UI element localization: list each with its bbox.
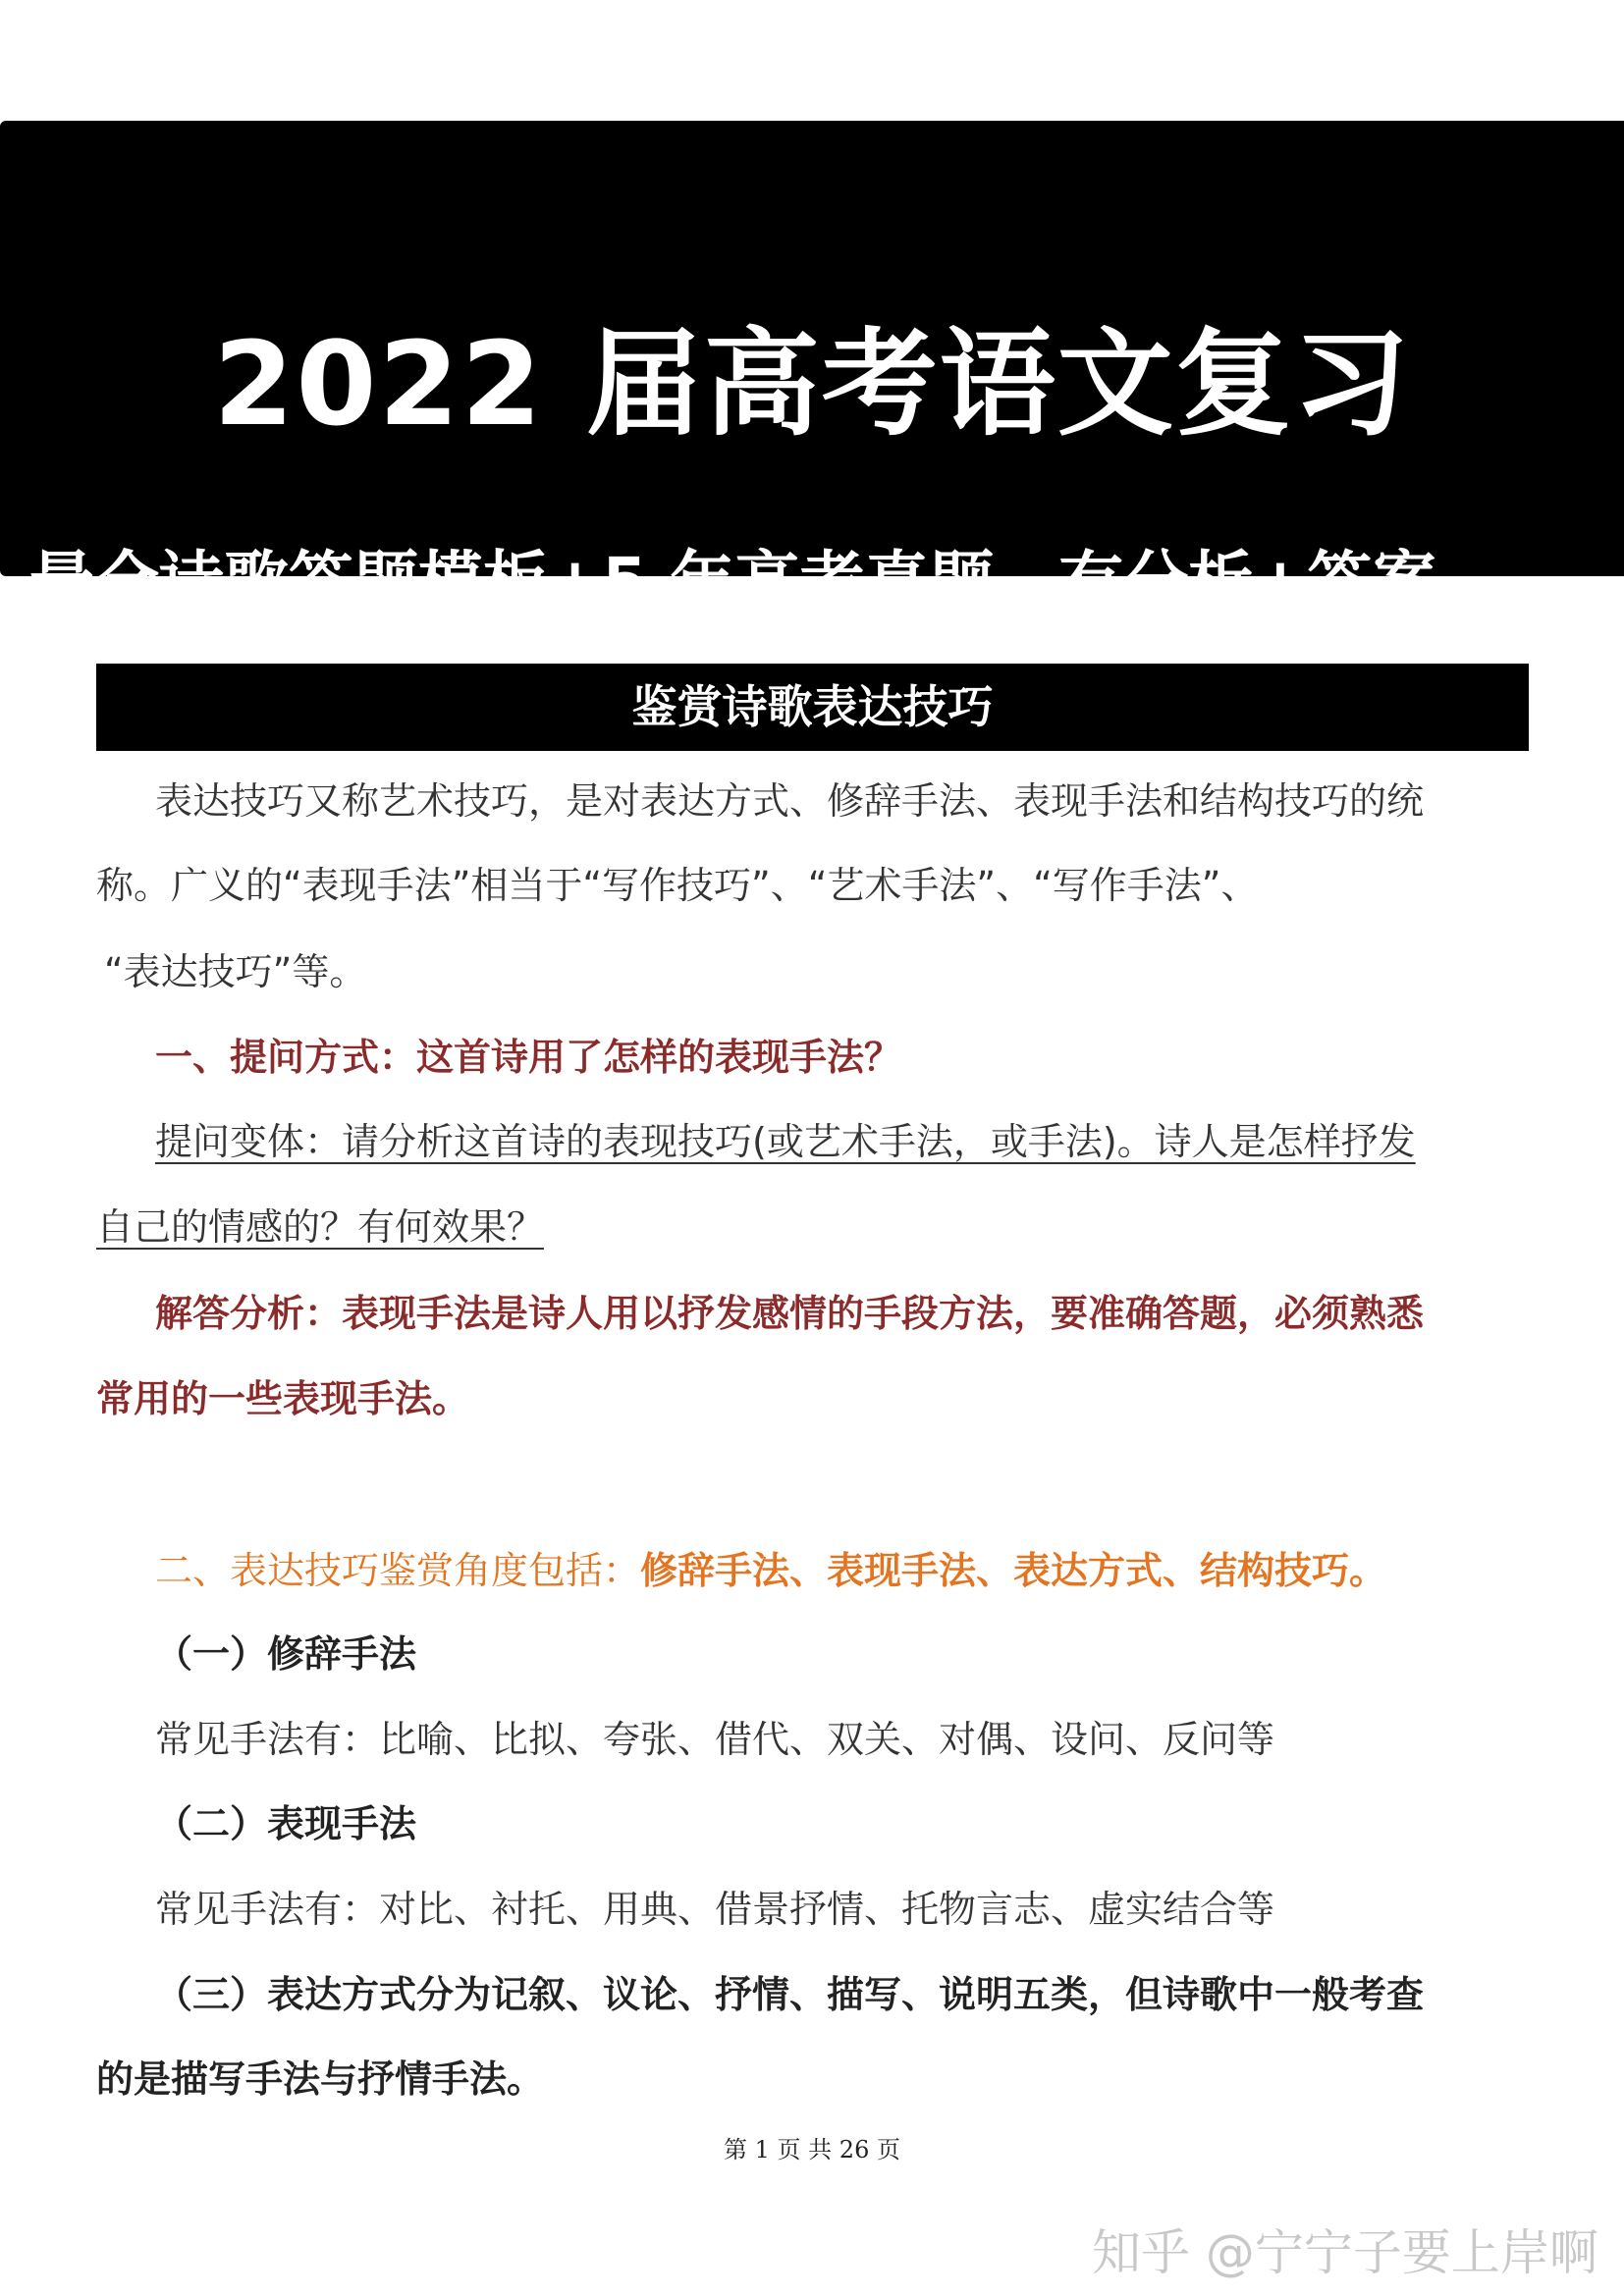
expression-list: 常见手法有：对比、衬托、用典、借景抒情、托物言志、虚实结合等 (155, 1888, 1275, 1931)
angles-prefix: 二、表达技巧鉴赏角度包括： (155, 1549, 641, 1592)
page-number: 第 1 页 共 26 页 (724, 2136, 900, 2163)
watermark: 知乎 @宁宁子要上岸啊 (1092, 2224, 1598, 2281)
document-title: 2022 届高考语文复习 (213, 316, 1411, 452)
angles-heading (155, 1541, 1589, 1600)
intro-line: 表达技巧又称艺术技巧，是对表达方式、修辞手法、表现手法和结构技巧的统 (155, 779, 1425, 823)
question-heading: 一、提问方式：这首诗用了怎样的表现手法？ (155, 1036, 902, 1079)
question-variant-line: 提问变体：请分析这首诗的表现技巧(或艺术手法，或手法)。诗人是怎样抒发 (155, 1120, 1416, 1163)
analysis-line: 解答分析：表现手法是诗人用以抒发感情的手段方法，要准确答题，必须熟悉 (155, 1292, 1425, 1335)
expression-modes-line: （三）表达方式分为记叙、议论、抒情、描写、说明五类，但诗歌中一般考查 (155, 1973, 1425, 2016)
subheading-rhetoric: （一）修辞手法 (155, 1632, 417, 1676)
analysis-line: 常用的一些表现手法。 (96, 1377, 470, 1420)
title-banner (0, 121, 1624, 619)
angles-highlight: 修辞手法、表现手法、表达方式、结构技巧。 (640, 1549, 1387, 1592)
expression-modes-line: 的是描写手法与抒情手法。 (96, 2057, 545, 2101)
section-heading: 鉴赏诗歌表达技巧 (96, 664, 1529, 751)
subheading-expression: （二）表现手法 (155, 1802, 417, 1845)
document-subtitle: 最全诗歌答题模板+5 年高考真题，有分析+答案 (29, 544, 1437, 619)
intro-line: “表达技巧”等。 (104, 950, 367, 993)
rhetoric-list: 常见手法有：比喻、比拟、夸张、借代、双关、对偶、设问、反问等 (155, 1718, 1275, 1761)
question-variant-line: 自己的情感的？有何效果？ (96, 1205, 545, 1249)
intro-line: 称。广义的“表现手法”相当于“写作技巧”、“艺术手法”、“写作手法”、 (96, 864, 1259, 907)
